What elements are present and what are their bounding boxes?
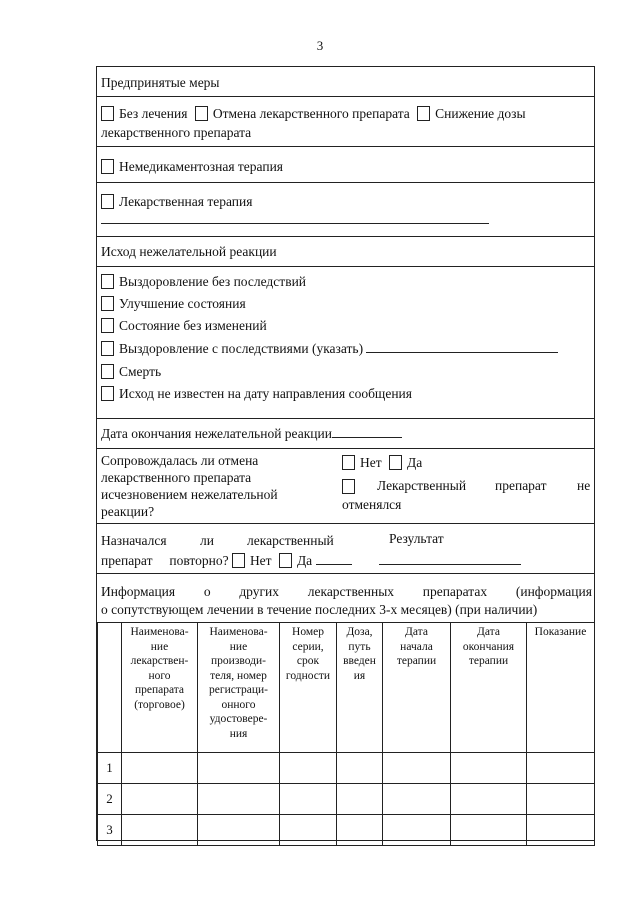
table-cell[interactable] [280, 784, 337, 815]
outcome-option: Выздоровление без последствий [119, 274, 307, 289]
other-drugs-word: лекарственных [307, 584, 395, 599]
table-cell[interactable] [122, 753, 198, 784]
withdrawal-question-line: Сопровождалась ли отмена [101, 453, 259, 468]
drug-withdrawal-label: Отмена лекарственного препарата [212, 106, 410, 121]
table-cell[interactable] [527, 784, 595, 815]
table-cell[interactable] [198, 815, 280, 846]
table-cell[interactable] [337, 784, 383, 815]
withdrawal-question-line: исчезновением нежелательной [101, 487, 278, 502]
table-header: Наименова- ние производи- теля, номер регистраци- онного удостовере- ния [198, 623, 280, 753]
drug-therapy-label: Лекарственная терапия [119, 194, 253, 209]
table-cell[interactable] [451, 784, 527, 815]
table-cell[interactable] [451, 753, 527, 784]
table-cell[interactable] [198, 784, 280, 815]
not-withdrawn-label: не [577, 478, 591, 493]
table-cell[interactable] [122, 784, 198, 815]
dose-reduction-label-cont: лекарственного препарата [101, 125, 252, 140]
outcome-header-row [97, 237, 594, 267]
outcome-option: Исход не известен на дату направления сообщения [119, 386, 412, 401]
outcome-checkbox[interactable] [101, 364, 114, 379]
table-cell[interactable] [122, 815, 198, 846]
not-withdrawn-checkbox[interactable] [342, 479, 355, 494]
concomitant-drugs-table [97, 622, 595, 846]
other-drugs-row [97, 574, 594, 622]
table-row [98, 753, 595, 784]
not-withdrawn-label: препарат [495, 478, 547, 493]
not-withdrawn-label: отменялся [342, 497, 402, 512]
end-date-row [97, 419, 594, 449]
withdrawal-yes-checkbox[interactable] [389, 455, 402, 470]
withdrawal-yes-label: Да [407, 455, 423, 470]
readmin-result-line[interactable] [379, 564, 521, 565]
table-header: Дата начала терапии [383, 623, 451, 753]
readmin-word: ли [200, 533, 214, 548]
readmin-no-label: Нет [249, 553, 272, 568]
non-drug-row [97, 147, 594, 183]
withdrawal-question-line: реакции? [101, 504, 155, 519]
outcome-checkbox[interactable] [101, 318, 114, 333]
sequelae-line[interactable] [366, 340, 558, 353]
table-cell[interactable] [527, 815, 595, 846]
end-date-label: Дата окончания нежелательной реакции [101, 426, 332, 441]
readmin-word: повторно? [169, 553, 229, 568]
row-number: 3 [98, 815, 122, 846]
readmin-word: лекарственный [247, 533, 334, 548]
table-cell[interactable] [280, 753, 337, 784]
readmin-word: препарат [101, 553, 153, 568]
other-drugs-word: других [239, 584, 280, 599]
measures-header-row [97, 67, 594, 97]
other-drugs-word: о [203, 584, 211, 599]
drug-therapy-checkbox[interactable] [101, 194, 114, 209]
table-cell[interactable] [383, 815, 451, 846]
readmin-result-label: Результат [389, 531, 444, 546]
outcome-checkbox[interactable] [101, 386, 114, 401]
table-cell[interactable] [337, 753, 383, 784]
non-drug-therapy-label: Немедикаментозная терапия [119, 159, 284, 174]
table-header-row [98, 623, 595, 753]
dose-reduction-label: Снижение дозы [435, 106, 526, 121]
table-row [98, 784, 595, 815]
drug-withdrawal-checkbox[interactable] [195, 106, 208, 121]
measures-title: Предпринятые меры [101, 75, 220, 90]
readmin-yes-label: Да [296, 553, 313, 568]
drug-therapy-line[interactable] [101, 223, 489, 224]
table-cell[interactable] [198, 753, 280, 784]
table-cell[interactable] [451, 815, 527, 846]
table-header: Номер серии, срок годности [280, 623, 337, 753]
readministration-row [97, 524, 594, 574]
no-treatment-checkbox[interactable] [101, 106, 114, 121]
row-number: 2 [98, 784, 122, 815]
readmin-word: Назначался [101, 533, 167, 548]
other-drugs-word: (информация [515, 584, 592, 599]
table-cell[interactable] [527, 753, 595, 784]
outcome-checkbox[interactable] [101, 341, 114, 356]
withdrawal-question-line: лекарственного препарата [101, 470, 252, 485]
table-header: Дата окончания терапии [451, 623, 527, 753]
outcome-checkbox[interactable] [101, 296, 114, 311]
row-number: 1 [98, 753, 122, 784]
table-cell[interactable] [337, 815, 383, 846]
other-drugs-line-2: о сопутствующем лечении в течение последних 3-х месяцев) (при наличии) [101, 602, 538, 617]
other-drugs-word: препаратах [422, 584, 488, 599]
withdrawal-no-checkbox[interactable] [342, 455, 355, 470]
table-cell[interactable] [280, 815, 337, 846]
table-row [98, 815, 595, 846]
withdrawal-row [97, 449, 594, 524]
outcome-option: Смерть [119, 364, 162, 379]
outcome-options-row [97, 267, 594, 419]
table-header: Показание [527, 623, 595, 753]
outcome-title: Исход нежелательной реакции [101, 244, 277, 259]
page-number: 3 [316, 38, 324, 53]
withdrawal-no-label: Нет [360, 455, 382, 470]
readmin-yes-line[interactable] [316, 552, 352, 565]
outcome-option: Улучшение состояния [119, 296, 246, 311]
not-withdrawn-label: Лекарственный [377, 478, 467, 493]
table-header: Доза, путь введен ия [337, 623, 383, 753]
table-cell[interactable] [383, 753, 451, 784]
outcome-checkbox[interactable] [101, 274, 114, 289]
readmin-yes-checkbox[interactable] [279, 553, 292, 568]
end-date-line[interactable] [332, 425, 402, 438]
table-cell[interactable] [383, 784, 451, 815]
outcome-option: Состояние без изменений [119, 318, 267, 333]
readmin-no-checkbox[interactable] [232, 553, 245, 568]
dose-reduction-checkbox[interactable] [417, 106, 430, 121]
table-header: Наименова- ние лекарствен- ного препарата (торговое) [122, 623, 198, 753]
other-drugs-word: Информация [101, 584, 176, 599]
other-drugs-line-1 [101, 583, 592, 601]
drug-therapy-row [97, 183, 594, 237]
report-form [96, 66, 595, 841]
outcome-option: Выздоровление с последствиями (указать) [119, 341, 364, 356]
measures-options-row [97, 97, 594, 147]
no-treatment-label: Без лечения [119, 106, 188, 121]
table-header [98, 623, 122, 753]
non-drug-therapy-checkbox[interactable] [101, 159, 114, 174]
